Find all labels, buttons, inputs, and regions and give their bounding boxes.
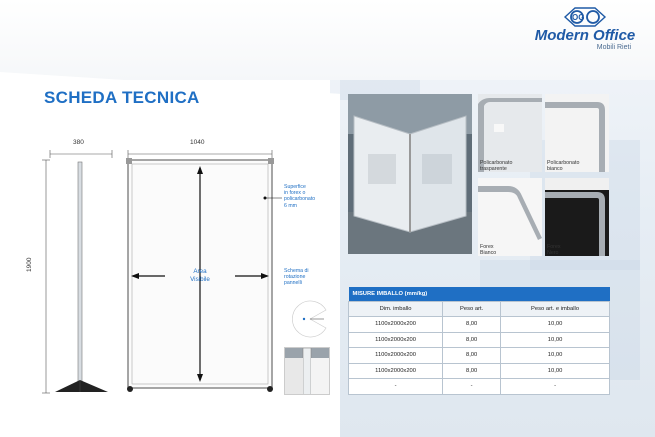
cell-dim: 1100x2000x200	[349, 332, 443, 348]
table-row	[349, 363, 610, 379]
page-title: SCHEDA TECNICA	[44, 88, 200, 107]
swatch-label-line: Forex	[547, 244, 561, 250]
side-pole	[78, 162, 82, 382]
swatch-label-line: Policarbonato	[547, 160, 580, 166]
rotation-note-line: rotazione	[284, 274, 306, 281]
detail-photo	[284, 347, 330, 395]
rotation-note-line: Schema di	[284, 268, 309, 274]
cell-weight: 8,00	[443, 348, 501, 364]
cell-weight-pack: 10,00	[501, 332, 610, 348]
cell-weight: -	[443, 379, 501, 395]
cell-weight: 8,00	[443, 363, 501, 379]
cell-weight: 8,00	[443, 332, 501, 348]
swatch-label-line: trasparente	[480, 166, 507, 172]
table-row	[349, 317, 610, 333]
column-header: Dim. imballo	[349, 301, 443, 317]
table-title: MISURE IMBALLO (mm/kg)	[349, 287, 610, 301]
dim-front-width: 1040	[190, 139, 205, 146]
rotation-schema	[284, 298, 330, 340]
swatch-label	[480, 244, 496, 256]
swatch-label-line: bianco	[547, 166, 563, 172]
cell-dim: -	[349, 379, 443, 395]
cell-weight-pack: 10,00	[501, 363, 610, 379]
brand-name: Modern Office	[534, 27, 636, 44]
cell-weight-pack: 10,00	[501, 317, 610, 333]
dim-height: 1900	[26, 257, 33, 272]
side-base-foot	[55, 380, 108, 392]
area-visible-label	[184, 268, 216, 284]
column-header: Peso art.	[443, 301, 501, 317]
swatch-label-line: Policarbonato	[480, 160, 513, 166]
swatch-label-line: Nero	[547, 250, 559, 256]
cell-dim: 1100x2000x200	[349, 348, 443, 364]
cell-weight: 8,00	[443, 317, 501, 333]
cell-dim: 1100x2000x200	[349, 363, 443, 379]
surface-note-line: Superfice	[284, 184, 306, 190]
area-label-line-2: Visibile	[190, 276, 210, 283]
table-row	[349, 348, 610, 364]
logo-mark-text: OG	[572, 13, 585, 22]
cell-weight-pack: -	[501, 379, 610, 395]
cell-weight-pack: 10,00	[501, 348, 610, 364]
logo-mark-icon	[525, 6, 645, 28]
column-header: Peso art. e imballo	[501, 301, 610, 317]
cell-dim: 1100x2000x200	[349, 317, 443, 333]
packaging-table	[348, 287, 610, 395]
rotation-note	[284, 268, 309, 287]
swatch-label-line: Bianco	[480, 250, 497, 256]
swatch-label-line: Forex	[480, 244, 494, 250]
product-photo	[348, 94, 472, 254]
table-row	[349, 379, 610, 395]
table-header-row	[349, 301, 610, 317]
brand-sub: Mobili Rieti	[596, 44, 631, 51]
rotation-note-line: pannelli	[284, 280, 302, 287]
brand-logo	[525, 6, 645, 58]
swatch-label	[547, 244, 561, 256]
surface-note-line: 6 mm	[284, 202, 297, 209]
area-label-line-1: Area	[193, 268, 207, 275]
table-row	[349, 332, 610, 348]
surface-note-line: policarbonato	[284, 196, 316, 203]
swatch-label	[480, 160, 512, 172]
dim-side-width: 380	[73, 139, 84, 146]
swatch-label	[547, 160, 579, 172]
surface-note	[284, 184, 315, 209]
surface-note-line: in forex o	[284, 190, 306, 197]
